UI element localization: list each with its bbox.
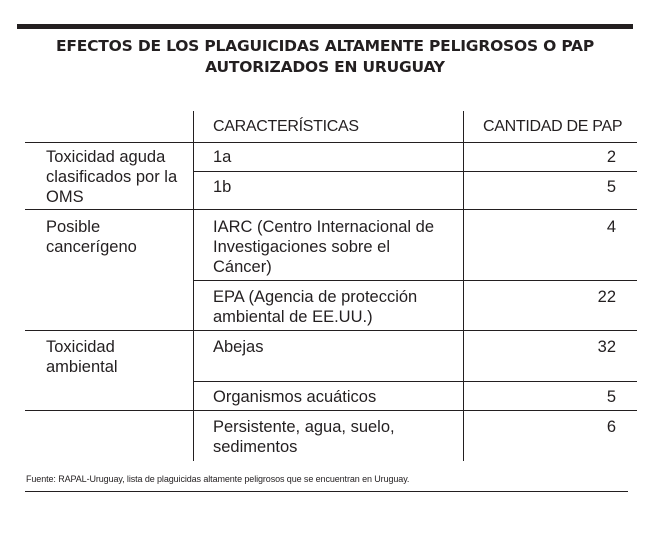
header-characteristics: CARACTERÍSTICAS	[213, 118, 359, 135]
count-cell: 32	[597, 338, 616, 356]
row-rule	[25, 410, 637, 411]
count-cell: 22	[597, 288, 616, 306]
row-rule	[193, 381, 637, 382]
column-divider-1	[193, 111, 194, 461]
count-cell: 5	[606, 388, 616, 406]
count-cell: 6	[606, 418, 616, 436]
count-cell: 5	[606, 178, 616, 196]
count-cell: 4	[606, 218, 616, 236]
characteristic-cell: 1a	[213, 148, 232, 166]
header-count: CANTIDAD DE PAP	[483, 118, 623, 135]
characteristic-cell: EPA (Agencia de protección ambiental de EE.UU.)	[213, 288, 418, 326]
category-cell: Toxicidad ambiental	[46, 338, 118, 376]
count-cell: 2	[606, 148, 616, 166]
column-divider-2	[463, 111, 464, 461]
title-line-1: EFECTOS DE LOS PLAGUICIDAS ALTAMENTE PELIGROSOS O PAP	[55, 37, 595, 55]
page-title	[17, 36, 633, 78]
characteristic-cell: 1b	[213, 178, 232, 196]
characteristic-cell: Abejas	[213, 338, 264, 356]
row-rule	[193, 280, 637, 281]
category-cell: Posible cancerígeno	[46, 218, 137, 256]
category-cell: Toxicidad aguda clasificados por la OMS	[46, 148, 178, 206]
row-rule	[193, 171, 637, 172]
characteristic-cell: Organismos acuáticos	[213, 388, 377, 406]
bottom-rule	[25, 491, 628, 492]
title-line-2: AUTORIZADOS EN URUGUAY	[205, 58, 445, 76]
group-rule	[25, 330, 637, 331]
header-rule	[25, 142, 637, 143]
source-note: Fuente: RAPAL-Uruguay, lista de plaguicidas altamente peligrosos que se encuentran en Uruguay.	[26, 474, 410, 484]
top-rule	[17, 24, 633, 29]
group-rule	[25, 209, 637, 210]
characteristic-cell: Persistente, agua, suelo, sedimentos	[213, 418, 395, 456]
characteristic-cell: IARC (Centro Internacional de Investigaciones sobre el Cáncer)	[213, 218, 435, 276]
